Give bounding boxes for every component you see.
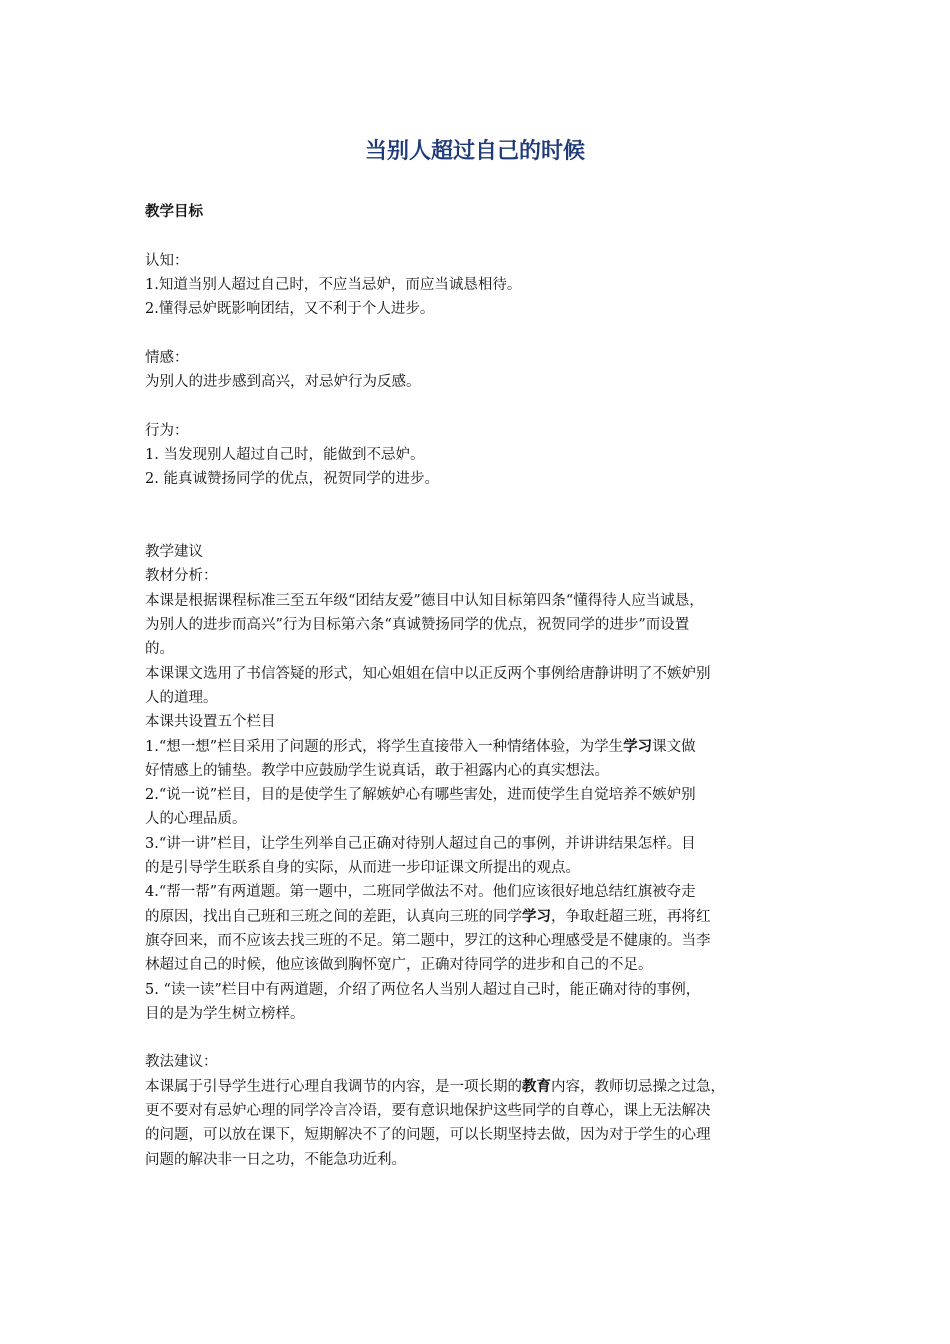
keyword-link: 学习: [522, 908, 551, 925]
emotion-text: 为别人的进步感到高兴，对忌妒行为反感。: [145, 374, 421, 391]
method-line: 问题的解决非一日之功，不能急功近利。: [145, 1151, 406, 1168]
behavior-item: 1. 当发现别人超过自己时，能做到不忌妒。: [145, 446, 425, 463]
column-item-4: 4.“帮一帮”有两道题。第一题中，二班同学做法不对。他们应该很好地总结红旗被夺走: [145, 884, 696, 901]
behavior-label: 行为：: [145, 422, 189, 439]
emotion-label: 情感：: [145, 349, 189, 366]
column-item-1: 1.“想一想”栏目采用了问题的形式，将学生直接带入一种情绪体验，为学生学习课文做: [145, 738, 696, 755]
analysis-line: 本课共设置五个栏目: [145, 714, 276, 731]
method-line: 的问题，可以放在课下，短期解决不了的问题，可以长期坚持去做，因为对于学生的心理: [145, 1127, 711, 1144]
objectives-heading: 教学目标: [145, 204, 203, 220]
column-item-5-cont: 目的是为学生树立榜样。: [145, 1005, 305, 1022]
analysis-line: 人的道理。: [145, 689, 218, 706]
cognition-item: 2.懂得忌妒既影响团结，又不利于个人进步。: [145, 301, 435, 318]
behavior-item: 2. 能真诚赞扬同学的优点，祝贺同学的进步。: [145, 471, 439, 488]
document-title: 当别人超过自己的时候: [364, 139, 585, 164]
column-item-3-cont: 的是引导学生联系自身的实际，从而进一步印证课文所提出的观点。: [145, 860, 580, 877]
document-body: [145, 200, 810, 1172]
cognition-item: 1.知道当别人超过自己时，不应当忌妒，而应当诚恳相待。: [145, 276, 522, 293]
suggestions-heading: 教学建议: [145, 544, 203, 561]
column-item-4-cont: 旗夺回来，而不应该去找三班的不足。第二题中，罗江的这种心理感受是不健康的。当李: [145, 932, 711, 949]
column-item-3: 3.“讲一讲”栏目，让学生列举自己正确对待别人超过自己的事例，并讲讲结果怎样。目: [145, 835, 696, 852]
method-line: 更不要对有忌妒心理的同学冷言冷语，要有意识地保护这些同学的自尊心，课上无法解决: [145, 1102, 711, 1119]
analysis-label: 教材分析：: [145, 568, 218, 585]
column-item-2-cont: 人的心理品质。: [145, 811, 247, 828]
method-label: 教法建议：: [145, 1054, 218, 1071]
analysis-line: 为别人的进步而高兴”行为目标第六条“真诚赞扬同学的优点，祝贺同学的进步”而设置: [145, 617, 690, 634]
column-item-1-cont: 好情感上的铺垫。教学中应鼓励学生说真话，敢于袒露内心的真实想法。: [145, 762, 609, 779]
analysis-line: 本课是根据课程标准三至五年级“团结友爱”德目中认知目标第四条“懂得待人应当诚恳，: [145, 592, 704, 609]
analysis-line: 的。: [145, 641, 174, 658]
column-item-4-cont: 的原因，找出自己班和三班之间的差距，认真向三班的同学学习，争取赶超三班，再将红: [145, 908, 711, 925]
column-item-4-cont: 林超过自己的时候，他应该做到胸怀宽广，正确对待同学的进步和自己的不足。: [145, 957, 653, 974]
analysis-line: 本课课文选用了书信答疑的形式，知心姐姐在信中以正反两个事例给唐静讲明了不嫉妒别: [145, 665, 711, 682]
method-line: 本课属于引导学生进行心理自我调节的内容，是一项长期的教育内容，教师切忌操之过急，: [145, 1078, 725, 1095]
cognition-label: 认知：: [145, 252, 189, 269]
column-item-2: 2.“说一说”栏目，目的是使学生了解嫉妒心有哪些害处，进而使学生自觉培养不嫉妒别: [145, 787, 696, 804]
keyword-link: 教育: [522, 1078, 551, 1095]
column-item-5: 5. “读一读”栏目中有两道题，介绍了两位名人当别人超过自己时，能正确对待的事例，: [145, 981, 701, 998]
keyword-link: 学习: [623, 738, 653, 755]
